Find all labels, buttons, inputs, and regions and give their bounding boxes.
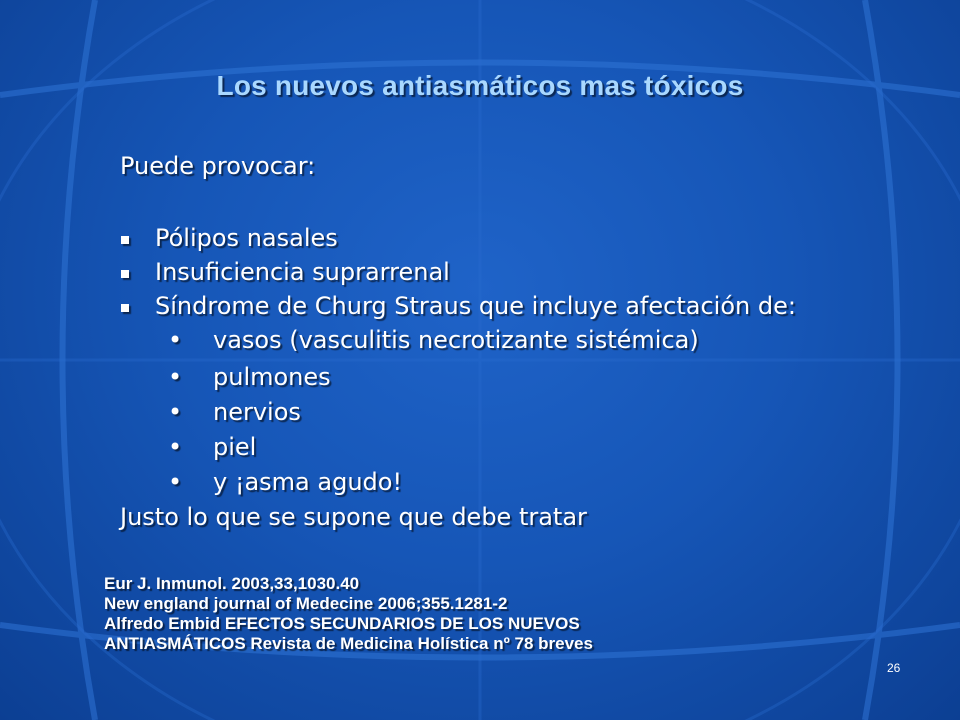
reference-line: Eur J. Inmunol. 2003,33,1030.40 — [104, 574, 360, 593]
intro-text: Puede provocar: — [120, 152, 316, 180]
references — [104, 574, 593, 654]
square-bullet-icon — [121, 270, 129, 278]
sub-bullet-text: pulmones — [213, 363, 331, 391]
bullet-text: Pólipos nasales — [155, 224, 338, 252]
dot-bullet-icon: • — [168, 398, 183, 426]
conclusion-text: Justo lo que se supone que debe tratar — [120, 503, 587, 531]
sub-bullet-text: piel — [213, 433, 257, 461]
dot-bullet-icon: • — [168, 363, 183, 391]
bullet-text: Síndrome de Churg Straus que incluye afectación de: — [155, 292, 796, 320]
sub-bullet-text: y ¡asma agudo! — [213, 468, 403, 496]
sub-bullet-text: nervios — [213, 398, 301, 426]
square-bullet-icon — [121, 236, 129, 244]
reference-line: ANTIASMÁTICOS Revista de Medicina Holística nº 78 breves — [104, 634, 593, 653]
slide-title: Los nuevos antiasmáticos mas tóxicos — [216, 70, 744, 101]
square-bullet-icon — [121, 304, 129, 312]
dot-bullet-icon: • — [168, 468, 183, 496]
reference-line: Alfredo Embid EFECTOS SECUNDARIOS DE LOS NUEVOS — [104, 614, 580, 633]
reference-line: New england journal of Medecine 2006;355.1281-2 — [104, 594, 508, 613]
page-number: 26 — [887, 661, 901, 675]
sub-bullet-text: vasos (vasculitis necrotizante sistémica) — [213, 326, 699, 354]
dot-bullet-icon: • — [168, 433, 183, 461]
bullet-text: Insuficiencia suprarrenal — [155, 258, 450, 286]
dot-bullet-icon: • — [168, 326, 183, 354]
